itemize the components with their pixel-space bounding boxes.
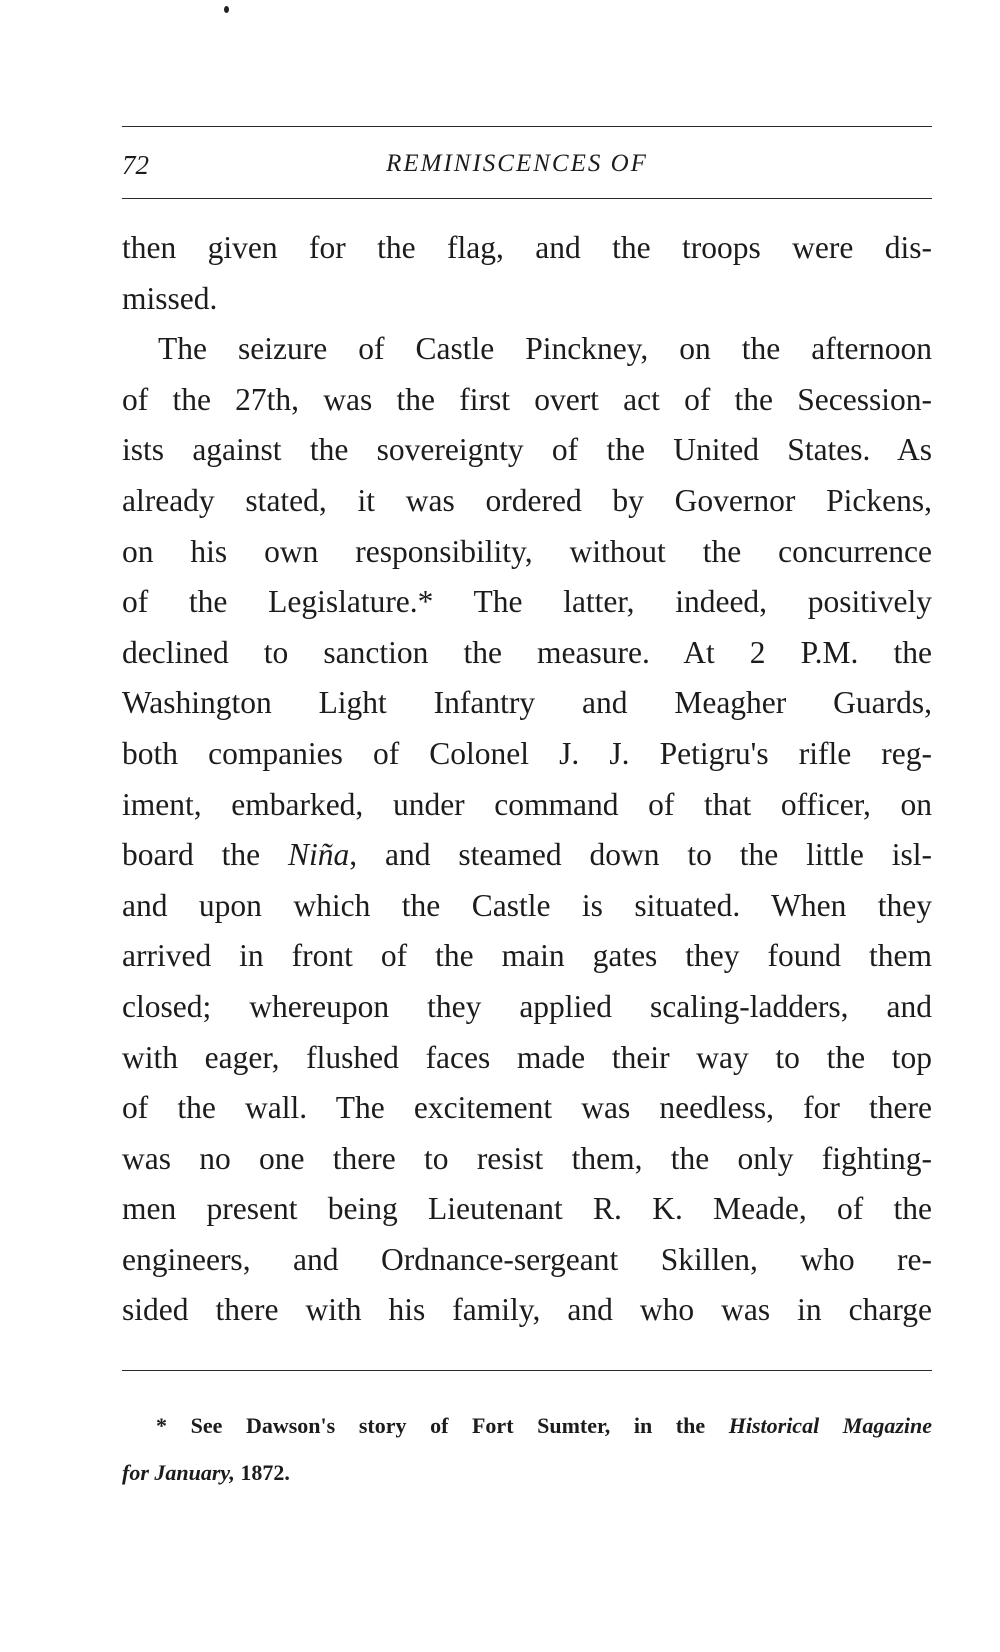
footnote-text: See Dawson's story of Fort Sumter, in the: [190, 1413, 706, 1438]
footnote-italic: for January,: [122, 1460, 235, 1485]
page-number: 72: [122, 150, 149, 180]
page-header: [122, 150, 932, 190]
text-line: then given for the flag, and the troops were dis-: [122, 230, 932, 265]
text-line: declined to sanction the measure. At 2 P.M. the: [122, 634, 932, 670]
ship-name: Niña: [287, 837, 350, 873]
text-line: both companies of Colonel J. J. Petigru's rifle reg-: [122, 735, 932, 771]
text-line: on his own responsibility, without the concurrence: [122, 533, 932, 569]
footnote: [122, 1402, 932, 1496]
text-line: arrived in front of the main gates they found them: [122, 938, 932, 974]
body-text: [122, 223, 932, 1336]
text-line: ists against the sovereignty of the United States. As: [122, 432, 932, 468]
text-line: with eager, flushed faces made their way to the top: [122, 1039, 932, 1075]
text-line: already stated, it was ordered by Governor Pickens,: [122, 482, 932, 518]
text-line: missed.: [122, 280, 218, 316]
text-line: men present being Lieutenant R. K. Meade, of the: [122, 1191, 932, 1227]
footnote-line: [122, 1402, 932, 1449]
text-line: The seizure of Castle Pinckney, on the afternoon: [158, 331, 932, 367]
running-head: REMINISCENCES OF: [386, 150, 648, 177]
text-line: of the wall. The excitement was needless, for there: [122, 1090, 932, 1126]
footnote-text: 1872.: [240, 1460, 290, 1485]
text-line: and upon which the Castle is situated. When they: [122, 887, 932, 923]
footnote-line: [122, 1449, 932, 1496]
text-line: of the Legislature.* The latter, indeed, positively: [122, 584, 932, 620]
text-line: engineers, and Ordnance-sergeant Skillen, who re-: [122, 1241, 932, 1277]
text-line: iment, embarked, under command of that officer, on: [122, 786, 932, 822]
text-line: closed; whereupon they applied scaling-ladders, and: [122, 988, 932, 1024]
footnote-rule: [122, 1370, 932, 1371]
header-top-rule: [122, 126, 932, 127]
text-line: board the Niña, and steamed down to the little isl-: [122, 837, 932, 873]
footnote-marker: *: [156, 1413, 167, 1438]
text-line: Washington Light Infantry and Meagher Guards,: [122, 685, 932, 721]
text-line: of the 27th, was the first overt act of the Secession-: [122, 381, 932, 417]
header-bottom-rule: [122, 198, 932, 199]
footnote-italic: Historical Magazine: [728, 1413, 933, 1438]
print-speck: [224, 6, 229, 13]
text-line: was no one there to resist them, the only fighting-: [122, 1140, 932, 1176]
text-line: sided there with his family, and who was in charge: [122, 1292, 932, 1328]
